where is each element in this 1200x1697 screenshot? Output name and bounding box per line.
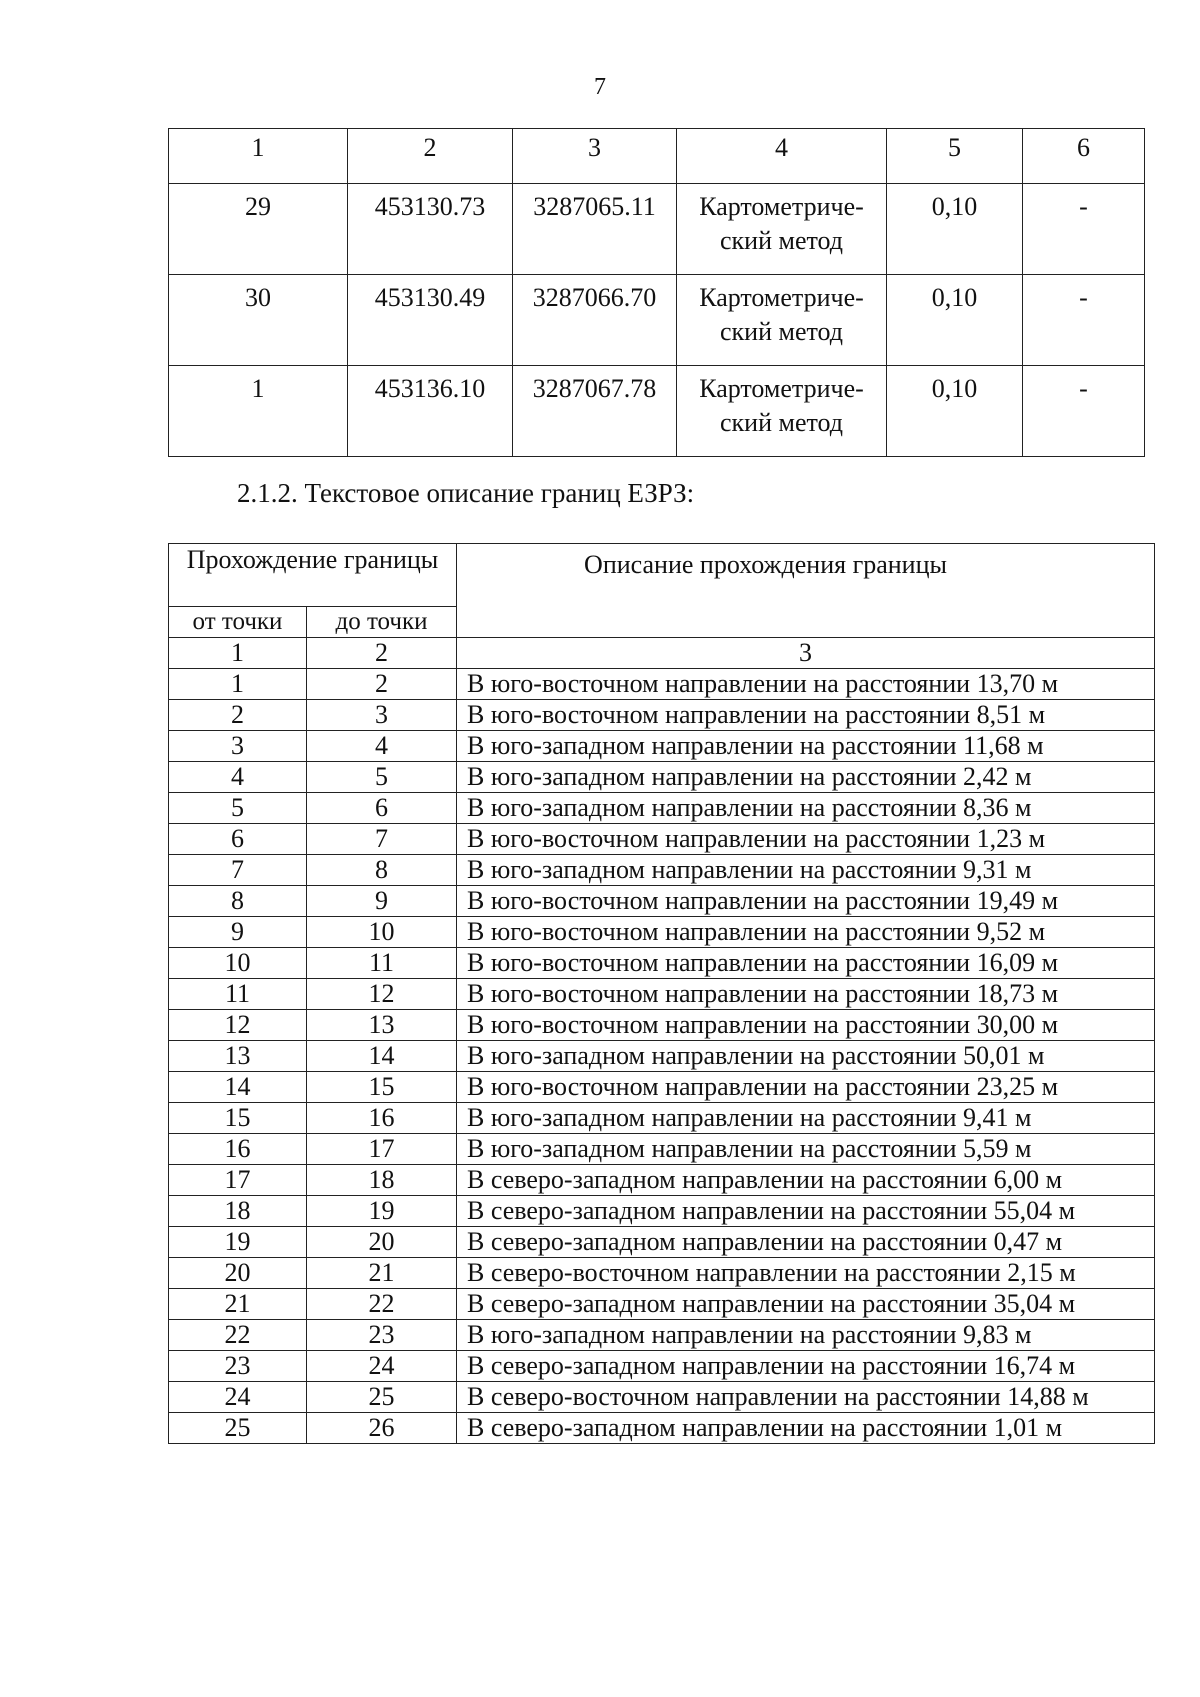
table-row	[169, 1041, 1155, 1072]
boundary-description: В юго-западном направлении на расстоянии 2,42 м	[457, 762, 1155, 793]
from-point: 15	[169, 1103, 307, 1134]
from-point: 14	[169, 1072, 307, 1103]
from-point: 23	[169, 1351, 307, 1382]
to-point: 23	[307, 1320, 457, 1351]
from-point: 19	[169, 1227, 307, 1258]
from-point: 21	[169, 1289, 307, 1320]
to-point: 24	[307, 1351, 457, 1382]
from-point: 18	[169, 1196, 307, 1227]
to-point: 18	[307, 1165, 457, 1196]
from-point: 5	[169, 793, 307, 824]
column-number: 1	[169, 129, 348, 184]
table-row	[169, 1289, 1155, 1320]
table-header-row	[169, 544, 1155, 607]
table-row	[169, 1072, 1155, 1103]
boundary-description: В северо-западном направлении на расстоянии 35,04 м	[457, 1289, 1155, 1320]
table-row	[169, 762, 1155, 793]
boundary-description: В северо-западном направлении на расстоянии 6,00 м	[457, 1165, 1155, 1196]
column-number: 6	[1023, 129, 1145, 184]
table-row	[169, 886, 1155, 917]
table-row	[169, 669, 1155, 700]
method: Картометриче-ский метод	[677, 275, 887, 366]
from-point: 16	[169, 1134, 307, 1165]
boundary-description: В юго-западном направлении на расстоянии 11,68 м	[457, 731, 1155, 762]
accuracy: 0,10	[887, 184, 1023, 275]
table-row	[169, 275, 1145, 366]
header-from-point: от точки	[169, 607, 307, 638]
table-row	[169, 700, 1155, 731]
header-to-point: до точки	[307, 607, 457, 638]
header-boundary-passage: Прохождение границы	[169, 544, 457, 607]
boundary-description: В юго-западном направлении на расстоянии 5,59 м	[457, 1134, 1155, 1165]
boundary-description: В юго-восточном направлении на расстоянии 9,52 м	[457, 917, 1155, 948]
to-point: 4	[307, 731, 457, 762]
from-point: 11	[169, 979, 307, 1010]
column-number: 1	[169, 638, 307, 669]
table-row	[169, 1165, 1155, 1196]
table-row	[169, 366, 1145, 457]
from-point: 4	[169, 762, 307, 793]
to-point: 3	[307, 700, 457, 731]
point-number: 30	[169, 275, 348, 366]
coordinate-y: 3287065.11	[513, 184, 677, 275]
from-point: 12	[169, 1010, 307, 1041]
notes: -	[1023, 366, 1145, 457]
header-boundary-description: Описание прохождения границы	[457, 544, 1155, 638]
to-point: 14	[307, 1041, 457, 1072]
from-point: 9	[169, 917, 307, 948]
to-point: 2	[307, 669, 457, 700]
boundary-description: В юго-восточном направлении на расстоянии 16,09 м	[457, 948, 1155, 979]
column-number: 3	[457, 638, 1155, 669]
table-row	[169, 1010, 1155, 1041]
boundary-description: В юго-восточном направлении на расстоянии 19,49 м	[457, 886, 1155, 917]
boundary-description: В северо-западном направлении на расстоянии 55,04 м	[457, 1196, 1155, 1227]
table-row	[169, 1382, 1155, 1413]
to-point: 20	[307, 1227, 457, 1258]
table-row	[169, 1196, 1155, 1227]
boundary-description: В юго-западном направлении на расстоянии 8,36 м	[457, 793, 1155, 824]
boundary-description: В юго-западном направлении на расстоянии 9,31 м	[457, 855, 1155, 886]
notes: -	[1023, 184, 1145, 275]
to-point: 15	[307, 1072, 457, 1103]
from-point: 20	[169, 1258, 307, 1289]
to-point: 26	[307, 1413, 457, 1444]
to-point: 5	[307, 762, 457, 793]
column-number: 2	[307, 638, 457, 669]
table-row	[169, 948, 1155, 979]
from-point: 10	[169, 948, 307, 979]
from-point: 17	[169, 1165, 307, 1196]
to-point: 8	[307, 855, 457, 886]
boundary-description: В юго-восточном направлении на расстоянии 30,00 м	[457, 1010, 1155, 1041]
table-row	[169, 979, 1155, 1010]
column-number: 4	[677, 129, 887, 184]
to-point: 19	[307, 1196, 457, 1227]
table-row	[169, 917, 1155, 948]
to-point: 7	[307, 824, 457, 855]
table-row	[169, 1351, 1155, 1382]
boundary-description: В северо-западном направлении на расстоянии 16,74 м	[457, 1351, 1155, 1382]
method: Картометриче-ский метод	[677, 184, 887, 275]
page-number: 7	[594, 74, 606, 100]
table-row	[169, 793, 1155, 824]
accuracy: 0,10	[887, 366, 1023, 457]
point-number: 1	[169, 366, 348, 457]
notes: -	[1023, 275, 1145, 366]
table-row	[169, 1134, 1155, 1165]
boundary-description: В северо-восточном направлении на расстоянии 14,88 м	[457, 1382, 1155, 1413]
to-point: 16	[307, 1103, 457, 1134]
point-number: 29	[169, 184, 348, 275]
to-point: 13	[307, 1010, 457, 1041]
to-point: 9	[307, 886, 457, 917]
coordinate-x: 453130.73	[348, 184, 513, 275]
column-number: 5	[887, 129, 1023, 184]
boundary-description: В юго-восточном направлении на расстоянии 1,23 м	[457, 824, 1155, 855]
table-row	[169, 184, 1145, 275]
coordinate-y: 3287066.70	[513, 275, 677, 366]
accuracy: 0,10	[887, 275, 1023, 366]
section-heading: 2.1.2. Текстовое описание границ ЕЗРЗ:	[237, 478, 695, 508]
column-number: 2	[348, 129, 513, 184]
to-point: 10	[307, 917, 457, 948]
from-point: 13	[169, 1041, 307, 1072]
table-row	[169, 1413, 1155, 1444]
boundary-description: В юго-западном направлении на расстоянии 9,41 м	[457, 1103, 1155, 1134]
table-row	[169, 1103, 1155, 1134]
from-point: 2	[169, 700, 307, 731]
boundary-description: В юго-западном направлении на расстоянии 50,01 м	[457, 1041, 1155, 1072]
column-numbering-row	[169, 638, 1155, 669]
from-point: 1	[169, 669, 307, 700]
coordinate-x: 453136.10	[348, 366, 513, 457]
from-point: 7	[169, 855, 307, 886]
table-row	[169, 1320, 1155, 1351]
column-number: 3	[513, 129, 677, 184]
boundary-description: В юго-восточном направлении на расстоянии 8,51 м	[457, 700, 1155, 731]
boundary-description: В северо-западном направлении на расстоянии 0,47 м	[457, 1227, 1155, 1258]
to-point: 17	[307, 1134, 457, 1165]
table-header-row	[169, 129, 1145, 184]
table-row	[169, 731, 1155, 762]
table-row	[169, 1227, 1155, 1258]
coordinate-y: 3287067.78	[513, 366, 677, 457]
to-point: 11	[307, 948, 457, 979]
from-point: 25	[169, 1413, 307, 1444]
from-point: 24	[169, 1382, 307, 1413]
boundary-description: В юго-западном направлении на расстоянии 9,83 м	[457, 1320, 1155, 1351]
boundary-description: В юго-восточном направлении на расстоянии 23,25 м	[457, 1072, 1155, 1103]
boundary-description: В северо-восточном направлении на расстоянии 2,15 м	[457, 1258, 1155, 1289]
to-point: 25	[307, 1382, 457, 1413]
boundary-description: В юго-восточном направлении на расстоянии 13,70 м	[457, 669, 1155, 700]
table-row	[169, 824, 1155, 855]
table-row	[169, 1258, 1155, 1289]
coordinate-x: 453130.49	[348, 275, 513, 366]
table-row	[169, 855, 1155, 886]
method: Картометриче-ский метод	[677, 366, 887, 457]
coordinates-table	[168, 128, 1145, 457]
from-point: 8	[169, 886, 307, 917]
to-point: 6	[307, 793, 457, 824]
to-point: 12	[307, 979, 457, 1010]
to-point: 21	[307, 1258, 457, 1289]
boundary-description: В северо-западном направлении на расстоянии 1,01 м	[457, 1413, 1155, 1444]
from-point: 6	[169, 824, 307, 855]
to-point: 22	[307, 1289, 457, 1320]
from-point: 22	[169, 1320, 307, 1351]
from-point: 3	[169, 731, 307, 762]
boundary-description-table	[168, 543, 1155, 1444]
boundary-description: В юго-восточном направлении на расстоянии 18,73 м	[457, 979, 1155, 1010]
